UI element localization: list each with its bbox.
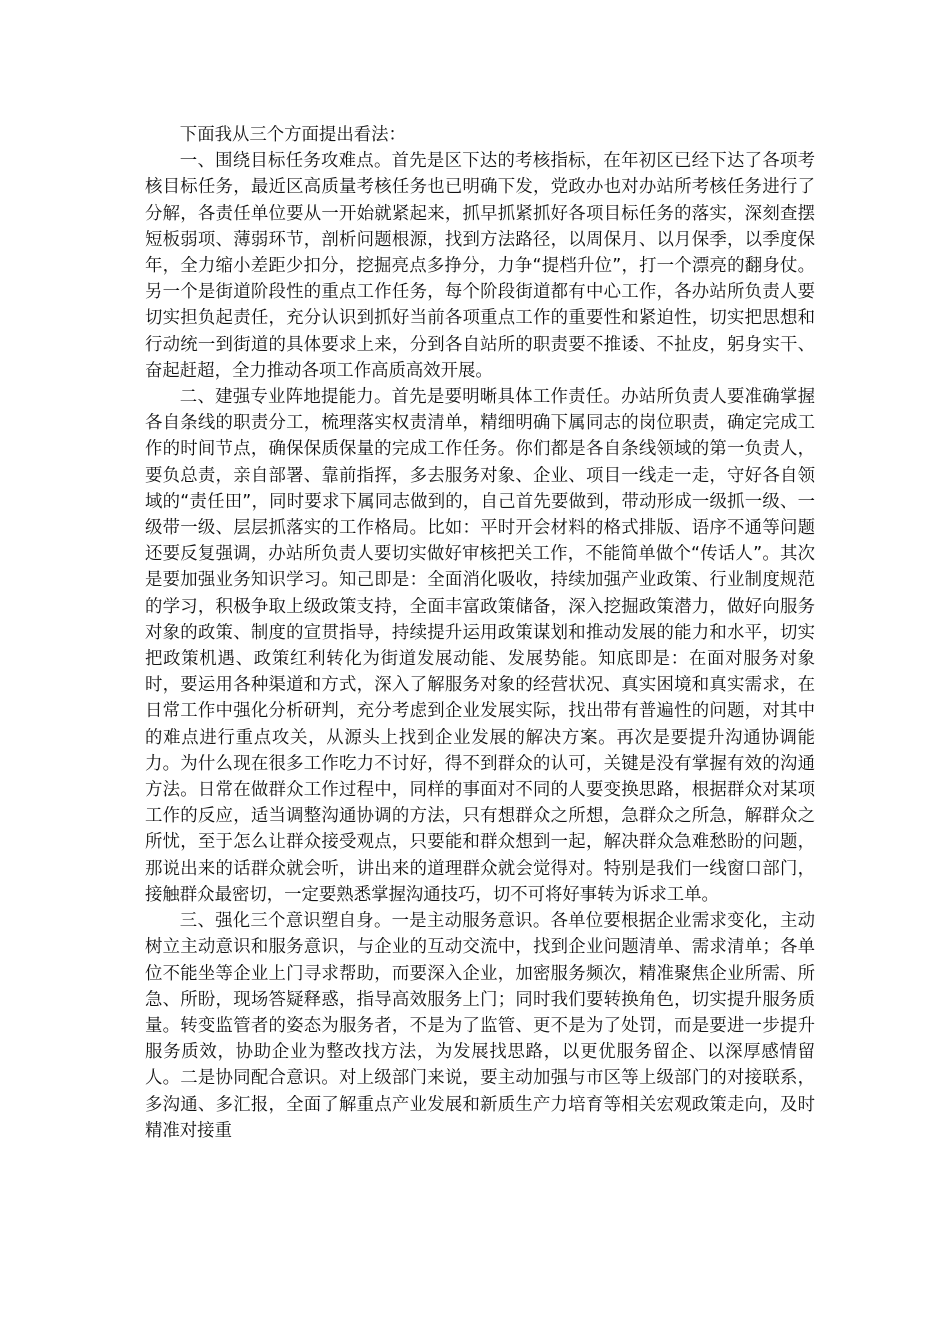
paragraph-section-one: 一、围绕目标任务攻难点。首先是区下达的考核指标，在年初区已经下达了各项考核目标任务，最近区高质量考核任务也已明确下发，党政办也对办站所考核任务进行了分解，各责任单位要从一开始就紧起来，抓早抓紧抓好各项目标任务的落实，深刻查摆短板弱项、薄弱环节，剖析问题根源，找到方法路径，以周保月、以月保季，以季度保年，全力缩小差距少扣分，挖掘亮点多挣分，力争“提档升位”，打一个漂亮的翻身仗。另一个是街道阶段性的重点工作任务，每个阶段街道都有中心工作，各办站所负责人要切实担负起责任，充分认识到抓好当前各项重点工作的重要性和紧迫性，切实把思想和行动统一到街道的具体要求上来，分到各自站所的职责要不推诿、不扯皮，躬身实干、奋起赶超，全力推动各项工作高质高效开展。 bbox=[145, 151, 815, 381]
paragraph-intro: 下面我从三个方面提出看法： bbox=[179, 125, 406, 145]
paragraph-section-three: 三、强化三个意识塑自身。一是主动服务意识。各单位要根据企业需求变化，主动树立主动意识和服务意识，与企业的互动交流中，找到企业问题清单、需求清单；各单位不能坐等企业上门寻求帮助，而要深入企业，加密服务频次，精准聚焦企业所需、所急、所盼，现场答疑释惑，指导高效服务上门；同时我们要转换角色，切实提升服务质量。转变监管者的姿态为服务者，不是为了监管、更不是为了处罚，而是要进一步提升服务质效，协助企业为整改找方法，为发展找思路，以更优服务留企、以深厚感情留人。二是协同配合意识。对上级部门来说，要主动加强与市区等上级部门的对接联系，多沟通、多汇报，全面了解重点产业发展和新质生产力培育等相关宏观政策走向，及时精准对接重 bbox=[145, 911, 815, 1141]
document-body bbox=[145, 122, 815, 1144]
paragraph-section-two: 二、建强专业阵地提能力。首先是要明晰具体工作责任。办站所负责人要准确掌握各自条线的职责分工，梳理落实权责清单，精细明确下属同志的岗位职责，确定完成工作的时间节点，确保保质保量的完成工作任务。你们都是各自条线领域的第一负责人，要负总责，亲自部署、靠前指挥，多去服务对象、企业、项目一线走一走，守好各自领域的“责任田”，同时要求下属同志做到的，自己首先要做到，带动形成一级抓一级、一级带一级、层层抓落实的工作格局。比如：平时开会材料的格式排版、语序不通等问题还要反复强调，办站所负责人要切实做好审核把关工作，不能简单做个“传话人”。其次是要加强业务知识学习。知己即是：全面消化吸收，持续加强产业政策、行业制度规范的学习，积极争取上级政策支持，全面丰富政策储备，深入挖掘政策潜力，做好向服务对象的政策、制度的宣贯指导，持续提升运用政策谋划和推动发展的能力和水平，切实把政策机遇、政策红利转化为街道发展动能、发展势能。知底即是：在面对服务对象时，要运用各种渠道和方式，深入了解服务对象的经营状况、真实困境和真实需求，在日常工作中强化分析研判，充分考虑到企业发展实际，找出带有普遍性的问题，对其中的难点进行重点攻关，从源头上找到企业发展的解决方案。再次是要提升沟通协调能力。为什么现在很多工作吃力不讨好，得不到群众的认可，关键是没有掌握有效的沟通方法。日常在做群众工作过程中，同样的事面对不同的人要变换思路，根据群众对某项工作的反应，适当调整沟通协调的方法，只有想群众之所想，急群众之所急，解群众之所忧，至于怎么让群众接受观点，只要能和群众想到一起，解决群众急难愁盼的问题，那说出来的话群众就会听，讲出来的道理群众就会觉得对。特别是我们一线窗口部门，接触群众最密切，一定要熟悉掌握沟通技巧，切不可将好事转为诉求工单。 bbox=[145, 387, 815, 905]
